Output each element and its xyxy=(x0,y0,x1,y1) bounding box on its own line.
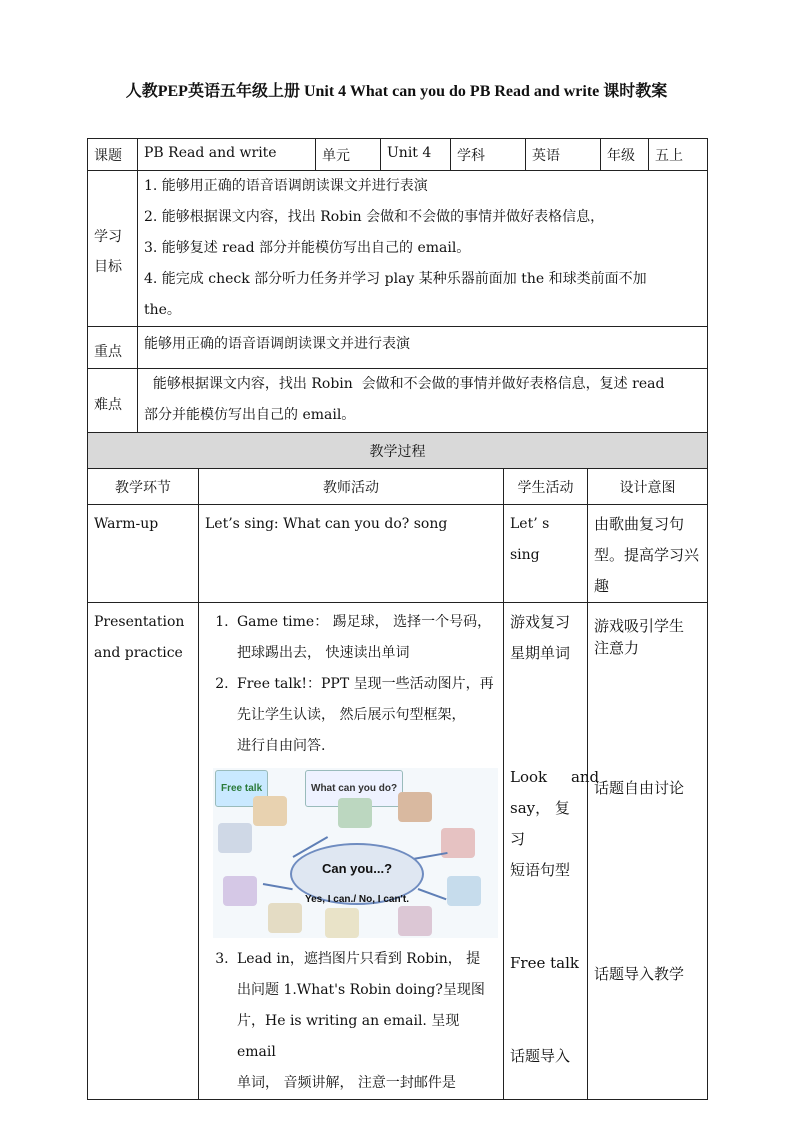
goal-line: the。 xyxy=(144,302,181,318)
intent-line: 话题自由讨论 xyxy=(594,779,685,797)
activity-picture xyxy=(253,796,287,826)
teacher-step-line: 先让学生认读， 然后展示句型框架， xyxy=(237,707,466,723)
teacher-step-line: 进行自由问答. xyxy=(237,738,326,754)
intent-line: 注意力 xyxy=(594,639,640,657)
teacher-step-line: 片，He is writing an email. 呈现 email xyxy=(237,1013,460,1060)
lesson-info-table xyxy=(87,138,708,433)
teacher-step-line: 2. Free talk!：PPT 呈现一些活动图片，再 xyxy=(237,676,494,692)
teacher-step-line: 1. Game time： 踢足球， 选择一个号码， xyxy=(237,614,492,630)
student-activity: Free talk xyxy=(510,954,579,972)
goal-line: 3. 能够复述 read 部分并能模仿写出自己的 email。 xyxy=(144,240,471,256)
student-activity: 短语句型 xyxy=(510,861,571,879)
activity-picture xyxy=(447,876,481,906)
presentation-row xyxy=(88,603,708,1100)
warmup-student-line: Let’ s xyxy=(510,516,550,532)
what-can-you-do-tag: What can you do? xyxy=(305,770,403,807)
presentation-teacher xyxy=(199,603,504,1100)
presentation-stage-line: and practice xyxy=(94,645,183,661)
topic-value: PB Read and write xyxy=(138,139,316,171)
goal-line: 1. 能够用正确的语音语调朗读课文并进行表演 xyxy=(144,178,428,194)
student-activity: 游戏复习 xyxy=(510,613,571,631)
goal-line: 2. 能够根据课文内容，找出 Robin 会做和不会做的事情并做好表格信息， xyxy=(144,209,605,225)
warmup-teacher: Let’s sing: What can you do? song xyxy=(199,505,504,603)
difficulty-label: 难点 xyxy=(88,369,138,433)
teacher-step-line: 把球踢出去， 快速读出单词 xyxy=(237,645,410,661)
intent-line: 游戏吸引学生 xyxy=(594,617,685,635)
key-point-text: 能够用正确的语音语调朗读课文并进行表演 xyxy=(138,327,708,369)
subject-label: 学科 xyxy=(451,139,526,171)
presentation-stage xyxy=(88,603,199,1100)
warmup-intent-line: 型。提高学习兴 xyxy=(594,546,700,564)
teacher-step-line: 3. Lead in，遮挡图片只看到 Robin， 提 xyxy=(237,951,481,967)
activity-picture xyxy=(398,792,432,822)
topic-label: 课题 xyxy=(88,139,138,171)
document-title: 人教PEP英语五年级上册 Unit 4 What can you do PB Read and write 课时教案 xyxy=(125,83,668,100)
intent-line: 话题导入教学 xyxy=(594,965,685,983)
column-header: 学生活动 xyxy=(504,469,588,505)
free-talk-tag: Free talk xyxy=(215,770,268,807)
teacher-step-line: 单词， 音频讲解， 注意一封邮件是 xyxy=(237,1075,456,1091)
free-talk-image xyxy=(213,768,498,938)
presentation-stage-line: Presentation xyxy=(94,614,185,630)
process-heading: 教学过程 xyxy=(88,433,708,469)
teacher-step xyxy=(233,607,497,669)
grade-label: 年级 xyxy=(601,139,649,171)
arrow-icon xyxy=(263,883,293,890)
warmup-intent-line: 趣 xyxy=(594,577,610,595)
goals-label-2: 目标 xyxy=(94,258,122,275)
presentation-student xyxy=(504,603,600,1100)
activity-picture xyxy=(223,876,257,906)
goals-label xyxy=(88,171,138,327)
grade-value: 五上 xyxy=(649,139,708,171)
unit-label: 单元 xyxy=(316,139,381,171)
difficulty-text xyxy=(138,369,708,433)
student-activity: say， 复习 xyxy=(510,799,570,848)
student-activity: Look and xyxy=(510,768,600,786)
goals-content xyxy=(138,171,708,327)
center-bubble xyxy=(290,843,424,905)
warmup-stage: Warm-up xyxy=(88,505,199,603)
difficulty-line: 能够根据课文内容，找出 Robin 会做和不会做的事情并做好表格信息，复述 read xyxy=(144,376,665,392)
warmup-student xyxy=(504,505,588,603)
activity-picture xyxy=(218,823,252,853)
column-header: 教师活动 xyxy=(199,469,504,505)
column-header: 设计意图 xyxy=(588,469,708,505)
difficulty-line: 部分并能模仿写出自己的 email。 xyxy=(144,407,356,423)
presentation-intent xyxy=(588,603,708,1100)
warmup-intent-line: 由歌曲复习句 xyxy=(594,515,685,533)
unit-value: Unit 4 xyxy=(381,139,451,171)
student-activity: 星期单词 xyxy=(510,644,571,662)
goal-line: 4. 能完成 check 部分听力任务并学习 play 某种乐器前面加 the 和球类前面不加 xyxy=(144,271,647,287)
goals-label-1: 学习 xyxy=(94,228,122,245)
teacher-step xyxy=(221,669,497,938)
key-point-label: 重点 xyxy=(88,327,138,369)
activity-picture xyxy=(338,798,372,828)
process-table xyxy=(87,432,708,1100)
student-activity: 话题导入 xyxy=(510,1047,571,1065)
column-header: 教学环节 xyxy=(88,469,199,505)
warmup-student-line: sing xyxy=(510,547,540,563)
teacher-step xyxy=(233,944,497,1099)
warmup-row xyxy=(88,505,708,603)
center-question: Can you...? xyxy=(321,861,393,876)
subject-value: 英语 xyxy=(526,139,601,171)
warmup-intent xyxy=(588,505,708,603)
teacher-step-line: 出问题 1.What's Robin doing?呈现图 xyxy=(237,982,485,998)
center-answer: Yes, I can./ No, I can't. xyxy=(304,894,410,905)
